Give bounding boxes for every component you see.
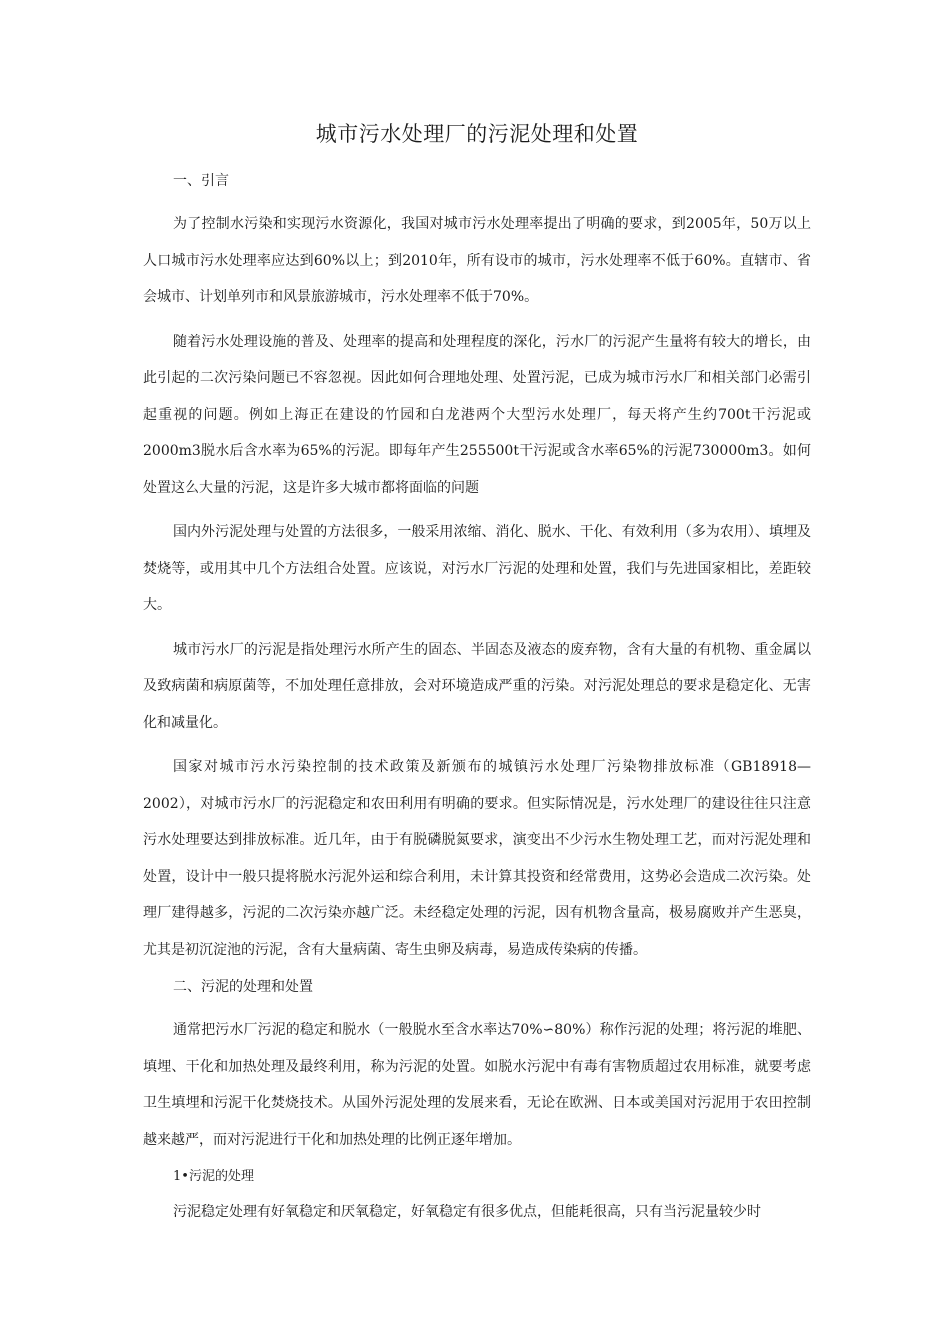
section-heading-introduction: 一、引言	[173, 173, 229, 189]
paragraph: 国家对城市污水污染控制的技术政策及新颁布的城镇污水处理厂污染物排放标准（GB18918—2002），对城市污水厂的污泥稳定和农田利用有明确的要求。但实际情况是，污水处理厂的建设往往只注意污水处理要达到排放标准。近几年，由于有脱磷脱氮要求，演变出不少污水生物处理工艺，而对污泥处理和处置，设计中一般只提将脱水污泥外运和综合利用，未计算其投资和经常费用，这势必会造成二次污染。处理厂建得越多，污泥的二次污染亦越广泛。未经稳定处理的污泥，因有机物含量高，极易腐败并产生恶臭，尤其是初沉淀池的污泥，含有大量病菌、寄生虫卵及病毒，易造成传染病的传播。	[143, 759, 811, 958]
paragraph: 国内外污泥处理与处置的方法很多，一般采用浓缩、消化、脱水、干化、有效利用（多为农用）、填埋及焚烧等，或用其中几个方法组合处置。应该说，对污水厂污泥的处理和处置，我们与先进国家相比，差距较大。	[143, 524, 811, 613]
document-title: 城市污水处理厂的污泥处理和处置	[315, 122, 639, 146]
section-heading-sludge-treatment: 二、污泥的处理和处置	[173, 979, 313, 995]
document-page	[143, 118, 811, 1239]
paragraph: 为了控制水污染和实现污水资源化，我国对城市污水处理率提出了明确的要求，到2005年，50万以上人口城市污水处理率应达到60%以上；到2010年，所有设市的城市，污水处理率不低于60%。直辖市、省会城市、计划单列市和风景旅游城市，污水处理率不低于70%。	[143, 216, 811, 305]
paragraph: 随着污水处理设施的普及、处理率的提高和处理程度的深化，污水厂的污泥产生量将有较大的增长，由此引起的二次污染问题已不容忽视。因此如何合理地处理、处置污泥，已成为城市污水厂和相关部门必需引起重视的问题。例如上海正在建设的竹园和白龙港两个大型污水处理厂，每天将产生约700t干污泥或2000m3脱水后含水率为65%的污泥。即每年产生255500t干污泥或含水率65%的污泥730000m3。如何处置这么大量的污泥，这是许多大城市都将面临的问题	[143, 333, 811, 496]
subsection-heading: 1•污泥的处理	[173, 1169, 254, 1184]
paragraph: 污泥稳定处理有好氧稳定和厌氧稳定，好氧稳定有很多优点，但能耗很高，只有当污泥量较少时	[173, 1204, 761, 1220]
paragraph: 城市污水厂的污泥是指处理污水所产生的固态、半固态及液态的废弃物，含有大量的有机物、重金属以及致病菌和病原菌等，不加处理任意排放，会对环境造成严重的污染。对污泥处理总的要求是稳定化、无害化和减量化。	[143, 641, 811, 731]
paragraph: 通常把污水厂污泥的稳定和脱水（一般脱水至含水率达70%∽80%）称作污泥的处理；将污泥的堆肥、填埋、干化和加热处理及最终利用，称为污泥的处置。如脱水污泥中有毒有害物质超过农用标准，就要考虑卫生填埋和污泥干化焚烧技术。从国外污泥处理的发展来看，无论在欧洲、日本或美国对污泥用于农田控制越来越严，而对污泥进行干化和加热处理的比例正逐年增加。	[143, 1022, 811, 1148]
